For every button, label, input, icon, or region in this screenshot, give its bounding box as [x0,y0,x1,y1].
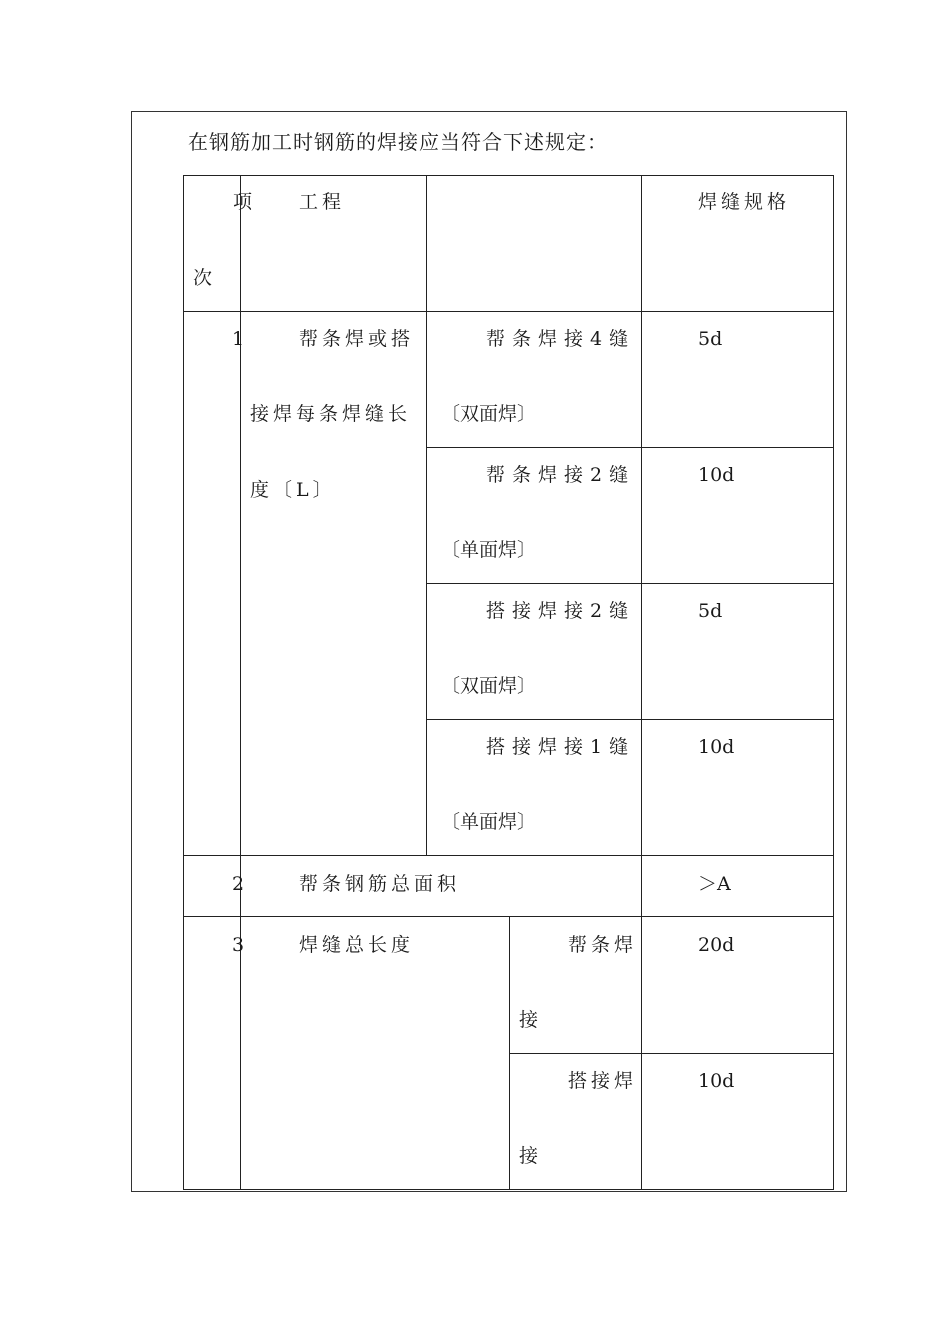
row1-sub4-line2: 〔单面焊〕 [441,811,537,833]
row1-project-line1: 帮条焊或搭 [299,328,415,350]
row1-sub1-spec: 5d [698,328,723,350]
row1-sub1-line1: 帮条焊接4缝 [486,328,636,350]
row1-no: 1 [232,328,245,350]
table-row-divider [427,447,834,448]
row3-sub1-line2: 接 [519,1009,539,1031]
row3-sub2-line2: 接 [519,1145,539,1167]
row2-no: 2 [232,873,245,895]
row1-project-line3: 度〔L〕 [250,479,336,501]
row3-no: 3 [232,934,245,956]
row2-spec: ＞A [698,873,731,895]
table-row-divider [183,855,834,856]
row3-sub1-spec: 20d [698,934,735,956]
row1-sub4-spec: 10d [698,736,735,758]
row1-sub3-spec: 5d [698,600,723,622]
table-border-right [833,175,834,1190]
table-row-divider [427,583,834,584]
table-col-divider [641,175,642,1190]
row1-sub3-line2: 〔双面焊〕 [441,675,537,697]
row1-sub3-line1: 搭接焊接2缝 [486,600,636,622]
table-col-divider [509,916,510,1190]
table-row-divider [509,1053,834,1054]
page-frame-bottom [131,1191,847,1192]
header-item-no-bottom: 次 [193,267,213,289]
header-spec: 焊缝规格 [698,191,791,213]
table-row-divider [427,719,834,720]
row2-project: 帮条钢筋总面积 [299,873,461,895]
row1-project-line2: 接焊每条焊缝长 [250,403,412,425]
row1-sub2-line2: 〔单面焊〕 [441,539,537,561]
table-col-divider [426,175,427,856]
table-row-divider [183,311,834,312]
page-frame [131,111,847,1192]
header-item-no-top: 项 [233,191,253,213]
row3-sub2-spec: 10d [698,1070,735,1092]
row3-project: 焊缝总长度 [299,934,415,956]
intro-text: 在钢筋加工时钢筋的焊接应当符合下述规定： [188,130,608,154]
header-project: 工程 [299,191,346,213]
table-border-top [183,175,834,176]
row1-sub2-line1: 帮条焊接2缝 [486,464,636,486]
row3-sub1-line1: 帮条焊 [568,934,638,956]
table-border-left [183,175,184,1190]
row1-sub2-spec: 10d [698,464,735,486]
row1-sub1-line2: 〔双面焊〕 [441,403,537,425]
row1-sub4-line1: 搭接焊接1缝 [486,736,636,758]
row3-sub2-line1: 搭接焊 [568,1070,638,1092]
